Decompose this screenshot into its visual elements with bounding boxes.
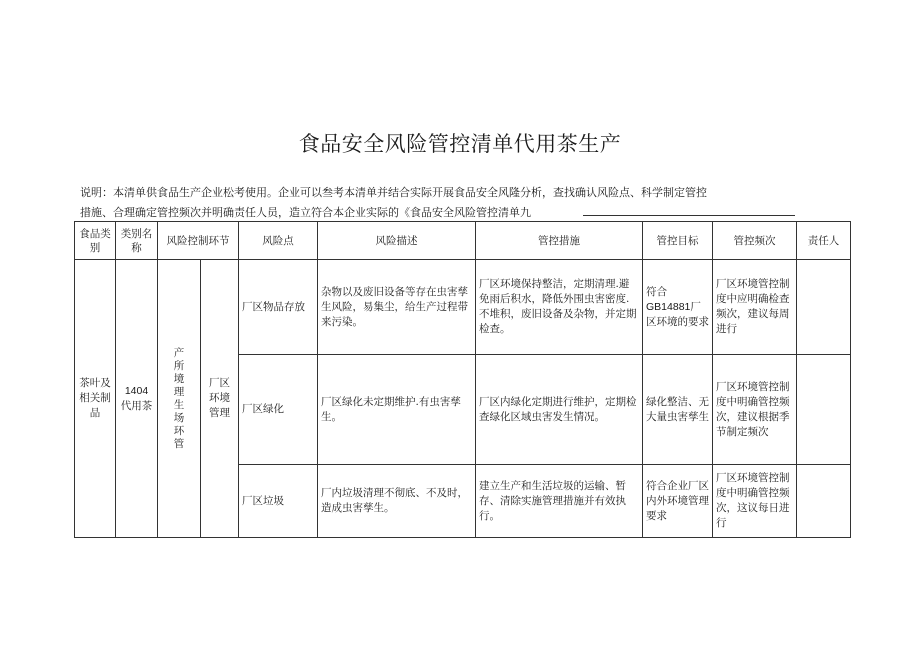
cell-risk-description: 厂区绿化未定期维护.有虫害孳生。 — [318, 355, 476, 465]
risk-control-table — [74, 221, 851, 538]
cell-category-name — [116, 260, 158, 538]
section-label: 产所境理生场环管 — [173, 346, 185, 450]
header-control-target: 管控目标 — [643, 222, 713, 260]
fill-in-blank-line — [583, 215, 795, 216]
cell-risk-point: 厂区垃圾 — [239, 465, 318, 538]
note-line-1: 说明：本清单供食品生产企业松考使用。企业可以叁考本清单并结合实际开展食品安全风隆分析，查找确认风险点、科学制定管控 — [80, 186, 707, 199]
cell-risk-description: 厂内垃圾清理不彻底、不及时，造成虫害孳生。 — [318, 465, 476, 538]
header-category-name: 类别名称 — [116, 222, 158, 260]
cell-control-measures: 厂区环境保持整洁，定期清理.避免雨后积水，降低外围虫害密度.不堆积，废旧设备及杂物，并定期检查。 — [476, 260, 643, 355]
note-line-2: 措施、合理确定管控频次并明确责任人员，造立符合本企业实际的《食品安全风险管控清单九 — [80, 206, 531, 219]
cell-responsible-person — [797, 355, 851, 465]
cell-control-measures: 建立生产和生活垃圾的运输、暂存、清除实施管理措施并有效执行。 — [476, 465, 643, 538]
cell-food-category: 茶叶及相关制品 — [75, 260, 116, 538]
header-food-category: 食品类别 — [75, 222, 116, 260]
cell-risk-point: 厂区物品存放 — [239, 260, 318, 355]
cell-risk-description: 杂物以及废旧设备等存在虫害孳生风险，易集尘，给生产过程带来污染。 — [318, 260, 476, 355]
header-risk-point: 风险点 — [239, 222, 318, 260]
header-risk-control-stage: 风险控制环节 — [158, 222, 239, 260]
cell-control-target: 符合企业厂区内外环境管理要求 — [643, 465, 713, 538]
header-responsible-person: 责任人 — [797, 222, 851, 260]
header-risk-description: 风险描述 — [318, 222, 476, 260]
header-control-measures: 管控措施 — [476, 222, 643, 260]
cell-control-frequency: 厂区环境管控制度中明确管控频次，这议每日进行 — [713, 465, 797, 538]
cell-section — [158, 260, 201, 538]
cell-control-target: 符合GB14881厂区环境的要求 — [643, 260, 713, 355]
header-control-frequency: 管控频次 — [713, 222, 797, 260]
category-code: 1404 — [124, 384, 149, 397]
page-title: 食品安全风险管控清单代用茶生产 — [298, 132, 622, 156]
cell-sub-section: 厂区环境管理 — [201, 260, 239, 538]
cell-control-frequency: 厂区环境管控制度中明确管控频次，建议根据季节制定频次 — [713, 355, 797, 465]
cell-control-measures: 厂区内绿化定期进行维护，定期检查绿化区域虫害发生情况。 — [476, 355, 643, 465]
cell-responsible-person — [797, 465, 851, 538]
cell-control-frequency: 厂区环境管控制度中应明确检查频次，建议每周进行 — [713, 260, 797, 355]
table-row — [75, 260, 851, 355]
cell-control-target: 绿化整洁、无大量虫害孳生 — [643, 355, 713, 465]
category-name: 代用茶 — [120, 399, 153, 412]
cell-responsible-person — [797, 260, 851, 355]
cell-risk-point: 厂区绿化 — [239, 355, 318, 465]
